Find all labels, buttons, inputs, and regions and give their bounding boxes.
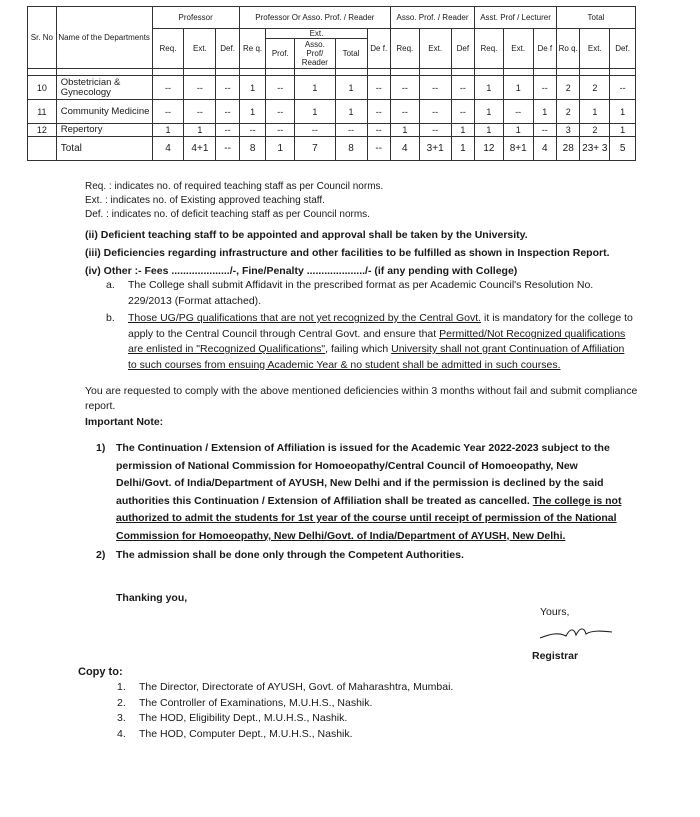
sub-point-text: Those UG/PG qualifications that are not yet recognized by the Central Govt. it is mandatory for the college to apply to the Central Council through Central Govt. and ensure that Permitted/Not Recognized qualifications are enlisted in "Recognized Qualifications", failing which University shall not grant Continuation of Affiliation to such courses from ensuing Academic Year & no student shall be admitted in such courses. (128, 312, 633, 371)
header-def: Def. (610, 29, 636, 69)
total-cell: -- (367, 137, 390, 161)
dept-cell: Repertory (56, 124, 152, 137)
dept-cell: Obstetrician & Gynecology (56, 76, 152, 100)
header-total: Total (557, 7, 636, 29)
sub-point-text: The College shall submit Affidavit in the prescribed format as per Academic Council's Resolution No. 229/2013 (Format attached). (128, 279, 594, 307)
compliance-request: You are requested to comply with the above mentioned deficiencies within 3 months without fail and submit compliance report. (85, 385, 638, 412)
legend-def: Def. : indicates no. of deficit teaching staff as per Council norms. (85, 209, 370, 220)
total-cell: 28 (557, 137, 580, 161)
header-ext-group: Ext. (266, 29, 367, 39)
value-cell: 1 (580, 100, 610, 124)
yours: Yours, (540, 606, 570, 618)
value-cell: -- (266, 124, 295, 137)
header-ext: Ext. (184, 29, 216, 69)
point-iii: (iii) Deficiencies regarding infrastructure and other facilities to be fulfilled as shown in Inspection Report. (85, 247, 610, 259)
value-cell: 1 (390, 124, 419, 137)
header-prof-or-asso: Professor Or Asso. Prof. / Reader (239, 7, 390, 29)
value-cell: -- (152, 76, 184, 100)
value-cell: -- (239, 124, 266, 137)
value-cell: 2 (557, 76, 580, 100)
total-cell: -- (216, 137, 239, 161)
total-cell: 7 (295, 137, 335, 161)
header-department: Name of the Departments (56, 7, 152, 69)
value-cell: -- (390, 76, 419, 100)
value-cell: 1 (451, 124, 474, 137)
legend-ext: Ext. : indicates no. of Existing approved teaching staff. (85, 195, 325, 206)
value-cell: 1 (610, 100, 636, 124)
value-cell: -- (295, 124, 335, 137)
header-asst-prof: Asst. Prof / Lecturer (475, 7, 557, 29)
header-asso-prof-reader: Asso. Prof/ Reader (295, 39, 335, 69)
total-cell: 1 (266, 137, 295, 161)
value-cell: 1 (475, 76, 504, 100)
point-iv: (iv) Other :- Fees ..................../-, Fine/Penalty ..................../- (if any pending with College) (85, 265, 518, 277)
total-cell: 1 (451, 137, 474, 161)
note-1: 1) The Continuation / Extension of Affiliation is issued for the Academic Year 2022-2023 subject to the permission of National Commission for Homoeopathy/Central Council of Homoeopathy, New Delhi/Govt. of India/Department of AYUSH, New Delhi and if the permission is declined by the said authorities this Continuation / Extension of Affiliation shall be treated as cancelled. The college is not authorized to admit the students for 1st year of the course until receipt of permission of the National Commission for Homoeopathy, New Delhi/Govt. of India/Department of AYUSH, New Delhi. (96, 442, 622, 542)
thanking-you: Thanking you, (116, 592, 188, 604)
sr-cell: 10 (28, 76, 57, 100)
value-cell: -- (216, 124, 239, 137)
value-cell: 2 (557, 100, 580, 124)
header-req: Ro q. (557, 29, 580, 69)
dept-cell: Community Medicine (56, 100, 152, 124)
value-cell: 2 (580, 124, 610, 137)
header-def: Def. (216, 29, 239, 69)
value-cell: -- (503, 100, 533, 124)
sr-cell: 12 (28, 124, 57, 137)
value-cell: -- (367, 124, 390, 137)
total-cell: 12 (475, 137, 504, 161)
total-label: Total (56, 137, 152, 161)
header-sr-no: Sr. No (28, 7, 57, 69)
sr-cell (28, 137, 57, 161)
total-cell: 4 (152, 137, 184, 161)
value-cell: -- (184, 76, 216, 100)
staff-deficiency-table (27, 6, 636, 161)
table-row (28, 124, 636, 137)
value-cell: -- (610, 76, 636, 100)
value-cell: -- (335, 124, 367, 137)
value-cell: -- (533, 76, 556, 100)
table-spacer-row (28, 69, 636, 76)
header-total-col: Total (335, 39, 367, 69)
registrar-label: Registrar (532, 650, 579, 662)
value-cell: 2 (580, 76, 610, 100)
value-cell: 1 (475, 100, 504, 124)
important-notes (96, 440, 636, 567)
table-row (28, 100, 636, 124)
value-cell: 1 (184, 124, 216, 137)
sub-point-b (106, 311, 636, 373)
sr-cell: 11 (28, 100, 57, 124)
value-cell: -- (451, 100, 474, 124)
sub-point-label: a. (106, 279, 115, 291)
value-cell: 1 (503, 124, 533, 137)
header-ext: Ext. (503, 29, 533, 69)
value-cell: 1 (239, 100, 266, 124)
copy-to-title: Copy to: (78, 666, 123, 678)
copy-to-list (117, 680, 453, 742)
total-cell: 23+ 3 (580, 137, 610, 161)
value-cell: 1 (295, 100, 335, 124)
value-cell: 3 (557, 124, 580, 137)
condition-points (85, 226, 645, 280)
value-cell: 1 (335, 100, 367, 124)
important-note-title: Important Note: (85, 416, 164, 428)
table-row (28, 76, 636, 100)
total-cell: 8 (239, 137, 266, 161)
note-2: 2) The admission shall be done only through the Competent Authorities. (96, 549, 464, 561)
point-ii: (ii) Deficient teaching staff to be appointed and approval shall be taken by the University. (85, 229, 528, 241)
value-cell: 1 (335, 76, 367, 100)
header-asso-prof: Asso. Prof. / Reader (390, 7, 474, 29)
value-cell: -- (367, 100, 390, 124)
header-ext: Ext. (580, 29, 610, 69)
value-cell: -- (216, 76, 239, 100)
header-req: Re q. (239, 29, 266, 69)
total-cell: 5 (610, 137, 636, 161)
value-cell: -- (419, 76, 451, 100)
value-cell: 1 (152, 124, 184, 137)
value-cell: -- (533, 124, 556, 137)
total-cell: 3+1 (419, 137, 451, 161)
value-cell: -- (184, 100, 216, 124)
total-cell: 4 (533, 137, 556, 161)
list-item: 3. The HOD, Eligibility Dept., M.U.H.S., Nashik. (117, 712, 348, 724)
value-cell: 1 (475, 124, 504, 137)
value-cell: 1 (239, 76, 266, 100)
header-professor: Professor (152, 7, 239, 29)
header-req: Req. (390, 29, 419, 69)
table-total-row (28, 137, 636, 161)
header-req: Req. (152, 29, 184, 69)
value-cell: -- (266, 100, 295, 124)
list-item: 2. The Controller of Examinations, M.U.H.S., Nashik. (117, 696, 373, 709)
abbreviation-legend (85, 180, 383, 222)
total-cell: 8 (335, 137, 367, 161)
signature-icon (536, 622, 616, 644)
header-prof: Prof. (266, 39, 295, 69)
header-req: Req. (475, 29, 504, 69)
value-cell: -- (152, 100, 184, 124)
value-cell: -- (419, 100, 451, 124)
total-cell: 4+1 (184, 137, 216, 161)
value-cell: -- (419, 124, 451, 137)
value-cell: 1 (610, 124, 636, 137)
header-def: Def (451, 29, 474, 69)
value-cell: -- (266, 76, 295, 100)
header-def: De f (533, 29, 556, 69)
value-cell: -- (390, 100, 419, 124)
header-ext: Ext. (419, 29, 451, 69)
value-cell: -- (451, 76, 474, 100)
sub-points (106, 278, 636, 375)
sub-point-a (106, 278, 636, 309)
header-def: De f. (367, 29, 390, 69)
value-cell: 1 (503, 76, 533, 100)
value-cell: -- (216, 100, 239, 124)
value-cell: -- (367, 76, 390, 100)
value-cell: 1 (295, 76, 335, 100)
legend-req: Req. : indicates no. of required teaching staff as per Council norms. (85, 181, 384, 192)
total-cell: 4 (390, 137, 419, 161)
total-cell: 8+1 (503, 137, 533, 161)
list-item: 4. The HOD, Computer Dept., M.U.H.S., Nashik. (117, 727, 353, 740)
value-cell: 1 (533, 100, 556, 124)
sub-point-label: b. (106, 312, 115, 324)
list-item: 1. The Director, Directorate of AYUSH, Govt. of Maharashtra, Mumbai. (117, 681, 454, 693)
